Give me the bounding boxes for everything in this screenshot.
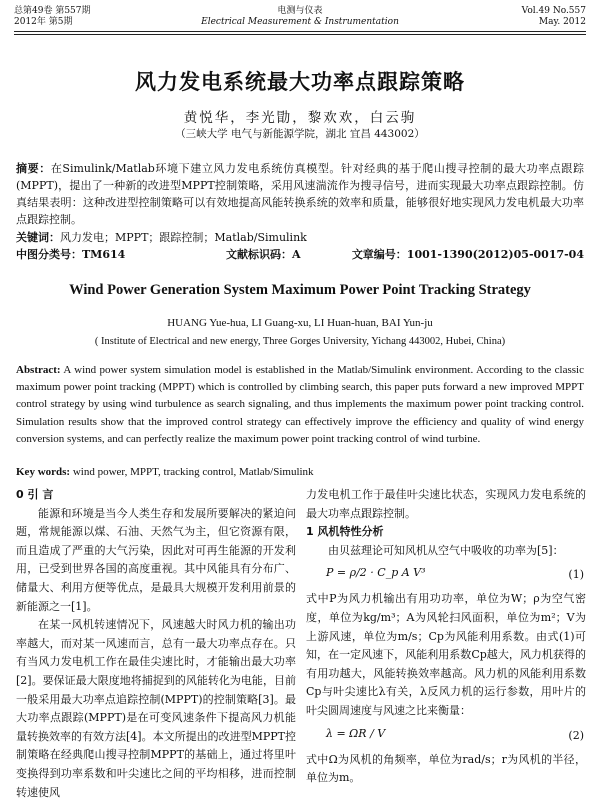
right-column	[306, 486, 586, 788]
english-authors: HUANG Yue-hua, LI Guang-xu, LI Huan-huan, BAI Yun-ju	[167, 317, 433, 329]
chinese-keywords: 关键词：风力发电；MPPT；跟踪控制；Matlab/Simulink	[16, 231, 307, 244]
left-column	[16, 486, 296, 802]
english-keywords: Key words: wind power, MPPT, tracking control, Matlab/Simulink	[16, 466, 314, 478]
classification-row	[16, 246, 584, 263]
chinese-authors: 黄悦华，李光勖，黎欢欢，白云驹	[183, 110, 417, 126]
header-rule-thin	[14, 34, 586, 35]
equation-2: λ = ΩR / V (2)	[326, 726, 584, 742]
english-title: Wind Power Generation System Maximum Power Point Tracking Strategy	[69, 282, 531, 298]
paragraph: 能源和环境是当今人类生存和发展所要解决的紧迫问题，常规能源以煤、石油、天然气为主，但它资源有限，而且造成了严重的大气污染，因此对可再生能源的开发利用，已受到世界各国的高度重视。其中风能具有分布广、储量大、利用方便等优点，是最具大规模开发利用前景的新能源之一[1]。	[16, 506, 296, 613]
article-number: 文章编号：1001-1390(2012)05-0017-04	[351, 248, 584, 261]
chinese-abstract: 摘要：在Simulink/Matlab环境下建立风力发电系统仿真模型。针对经典的基于爬山搜寻控制的最大功率点跟踪(MPPT)，提出了一种新的改进型MPPT控制策略，采用风速湍流作为搜寻信号，进而实现最大功率点跟踪控制。仿真结果表明：这种改进型控制策略可以有效地提高风能转换系统的效率和质量，能够很好地实现风力发电机最大功率点跟踪控制。	[16, 162, 585, 226]
chinese-title: 风力发电系统最大功率点跟踪策略	[135, 70, 465, 94]
paragraph: 式中Ω为风机的角频率，单位为rad/s；r为风机的半径，单位为m。	[306, 752, 586, 785]
paragraph: 式中P为风力机输出有用功功率，单位为W；ρ为空气密度，单位为kg/m³；A为风轮扫风面积，单位为m²；V为上游风速，单位为m/s；Cp为风能利用系数。由式(1)可知，在一定风速下，风能利用系数Cp越大，风力机获得的有用功越大，风能转换效率越高。风力机的风能利用系数Cp与叶尖速比λ有关，λ反风力机的运行参数，用叶片的叶尖圆周速度与风速之比来衡量：	[306, 592, 586, 717]
header-rule	[14, 31, 586, 32]
paragraph: 由贝兹理论可知风机从空气中吸收的功率为[5]：	[328, 543, 564, 557]
english-affiliation: ( Institute of Electrical and new energy, Three Gorges University, Yichang 443002, Hubei, China)	[94, 336, 506, 347]
section-heading-intro: 0 引 言	[16, 488, 54, 501]
chinese-affiliation: （三峡大学 电气与新能源学院，湖北 宜昌 443002）	[175, 128, 425, 140]
section-heading-wind-turbine: 1 风机特性分析	[306, 525, 384, 539]
paragraph: 在某一风机转速情况下，风速越大时风力机的输出功率越大，而对某一风速而言，总有一最大功率点存在。只有当风力发电机工作在最佳尖速比时，才能输出最大功率[2]。要保证最大限度地将捕捉到的风能转化为电能，目前一般采用最大功率点追踪控制(MPPT)的控制策略[3]。最大功率点跟踪(MPPT)是在可变风速条件下提高风力机能量转换效率的有效方法[4]。本文所提出的改进型MPPT控制策略在经典爬山搜寻控制MPPT的基础上，通过将里叶变换得到功率系数和叶尖速比之间的平均相移，进而控制转速使风	[16, 618, 296, 799]
document-code: 文献标识码：A	[226, 248, 301, 261]
english-abstract: Abstract: A wind power system simulation model is established in the Matlab/Simulink environment. According to the classic maximum power point tracking (MPPT) which is controlled by climbing search, this paper puts forward a new improved MPPT control strategy by using wind turbulence as search signaling, and thus implements the maximum power point tracking control. Simulation results show that the improved control strategy can effectively improve the efficiency and quality of wind energy conversion systems, and can perfectly realize the maximum power point tracking control of wind turbine.	[16, 364, 584, 445]
header-center: 电测与仪表 Electrical Measurement & Instrumentation	[201, 6, 399, 27]
paragraph: 力发电机工作于最佳叶尖速比状态，实现风力发电系统的最大功率点跟踪控制。	[306, 488, 586, 520]
header-right: Vol.49 No.557 May. 2012	[521, 6, 586, 27]
equation-1: P = ρ/2 · C_p A V³ (1)	[326, 566, 584, 582]
clc-number: 中图分类号：TM614	[16, 248, 126, 261]
header-left: 总第49卷 第557期 2012年 第5期	[14, 6, 91, 27]
